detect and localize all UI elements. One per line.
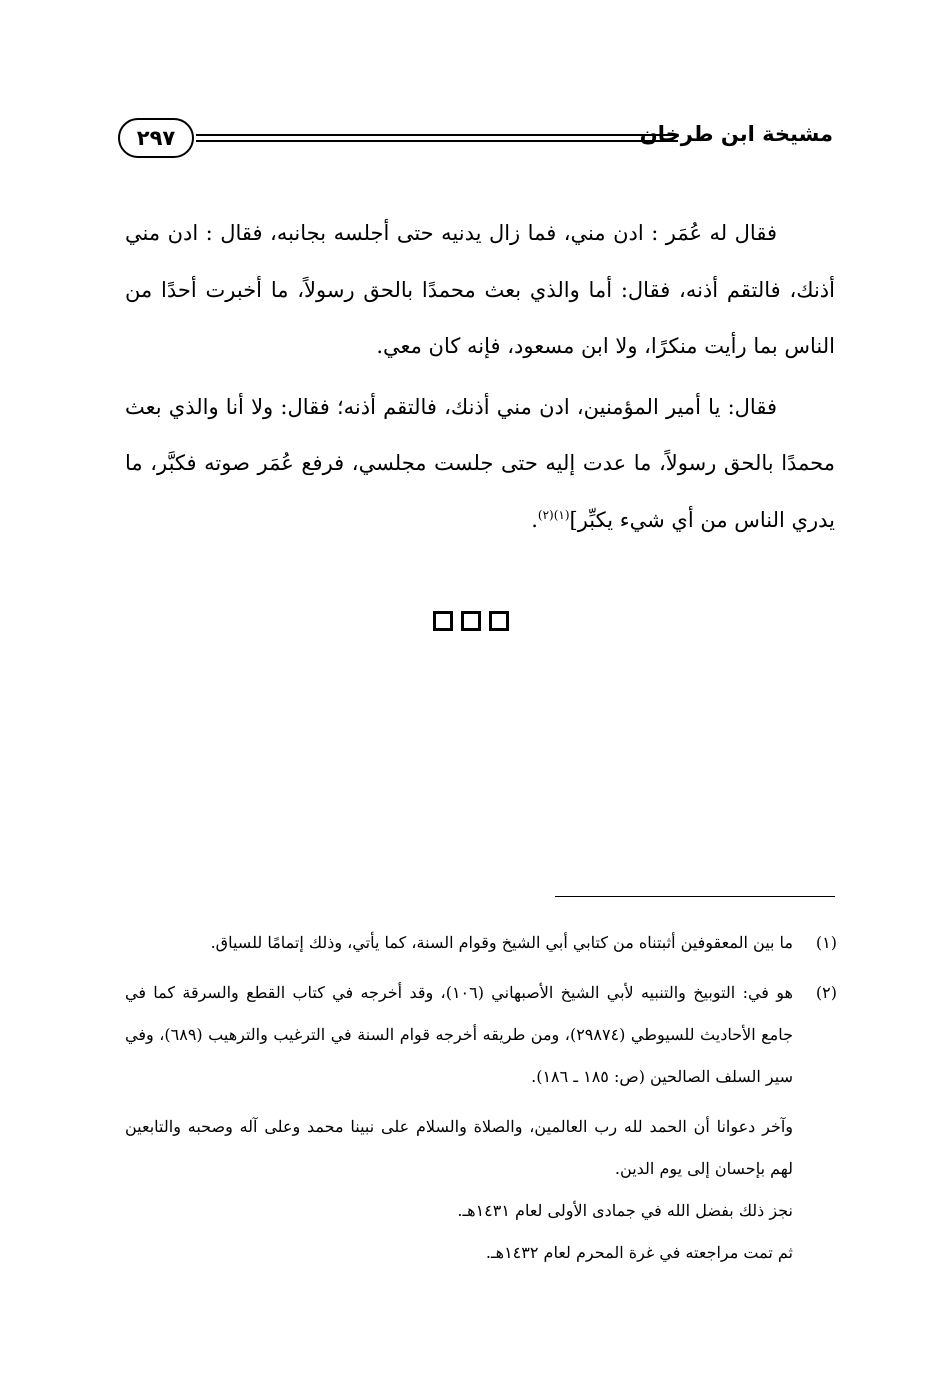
closing-notes (125, 1106, 793, 1274)
paragraph-2-text: فقال: يا أمير المؤمنين، ادن مني أذنك، فالتقم أذنه؛ فقال: ولا أنا والذي بعث محمدًا بالحق رسولاً، ما عدت إليه حتى جلست مجلسي، فرفع عُمَر صوته فكبَّر، ما يدري الناس من أي شيء يكبِّر] (125, 394, 835, 532)
footnote-number: (١) (815, 933, 837, 952)
separator-square-icon (433, 611, 453, 631)
book-title: مشيخة ابن طرخان (639, 122, 833, 146)
separator-square-icon (489, 611, 509, 631)
footnote-text: ما بين المعقوفين أثبتناه من كتابي أبي الشيخ وقوام السنة، كما يأتي، وذلك إتمامًا للسياق. (210, 933, 793, 952)
footnote-divider (555, 896, 835, 897)
footnotes (125, 922, 837, 1274)
running-header (118, 118, 833, 164)
footnote-1 (125, 922, 837, 964)
footnote-2 (125, 972, 837, 1098)
paragraph-1: فقال له عُمَر : ادن مني، فما زال يدنيه حتى أجلسه بجانبه، فقال : ادن مني أذنك، فالتقم أذنه، فقال: أما والذي بعث محمدًا بالحق رسولاً، ما أخبرت أحدًا من الناس بما رأيت منكرًا، ولا ابن مسعود، فإنه كان معي. (125, 221, 835, 358)
footnote-refs[interactable]: (١)(٢) (537, 507, 570, 522)
closing-prayer: وآخر دعوانا أن الحمد لله رب العالمين، والصلاة والسلام على نبينا محمد وعلى آله وصحبه والتابعين لهم بإحسان إلى يوم الدين. (125, 1117, 794, 1178)
footnote-number: (٢) (815, 983, 837, 1002)
section-separator (433, 611, 509, 631)
header-double-rule (196, 134, 678, 142)
paragraph-2 (125, 379, 835, 549)
main-text (125, 205, 835, 552)
completion-date: نجز ذلك بفضل الله في جمادى الأولى لعام ١٤٣١هـ. (457, 1201, 793, 1220)
review-date: ثم تمت مراجعته في غرة المحرم لعام ١٤٣٢هـ. (485, 1243, 793, 1262)
paragraph-2-end: . (531, 507, 538, 532)
footnote-text: هو في: التوبيخ والتنبيه لأبي الشيخ الأصبهاني (١٠٦)، وقد أخرجه في كتاب القطع والسرقة كما في جامع الأحاديث للسيوطي (٢٩٨٧٤)، ومن طريقه أخرجه قوام السنة في الترغيب والترهيب (٦٨٩)، وفي سير السلف الصالحين (ص: ١٨٥ ـ ١٨٦). (125, 983, 794, 1086)
page-number: ٢٩٧ (118, 118, 194, 158)
separator-square-icon (461, 611, 481, 631)
